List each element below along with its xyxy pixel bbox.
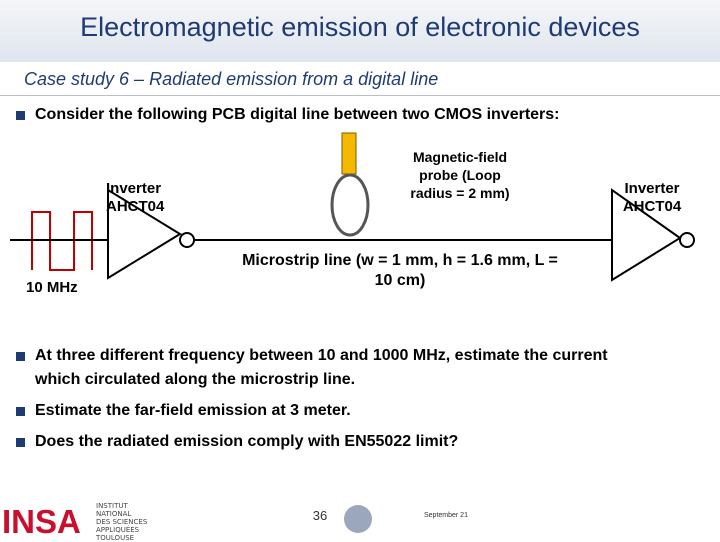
page-number: 36 (312, 508, 328, 523)
slide-subtitle: Case study 6 – Radiated emission from a digital line (24, 69, 439, 89)
slide-title: Electromagnetic emission of electronic devices (80, 12, 640, 42)
page-circle-icon (344, 505, 372, 533)
intro-bullet-text: Consider the following PCB digital line between two CMOS inverters: (35, 106, 560, 123)
right-inverter-label: Inverter AHCT04 (622, 180, 682, 215)
square-bullet-icon (16, 352, 25, 361)
square-bullet-icon (16, 407, 25, 416)
bullet-en55022: Does the radiated emission comply with EN55022 limit? (35, 433, 459, 450)
square-bullet-icon (16, 438, 25, 447)
square-bullet-icon (16, 111, 25, 120)
bullet-current-estimate: At three different frequency between 10 and 1000 MHz, estimate the current which circulated along the microstrip line. (35, 347, 608, 388)
microstrip-label: Microstrip line (w = 1 mm, h = 1.6 mm, L = 10 cm) (242, 252, 558, 289)
bullet-far-field: Estimate the far-field emission at 3 meter. (35, 402, 351, 419)
probe-label: Magnetic-field probe (Loop radius = 2 mm) (410, 149, 510, 201)
subtitle-divider (0, 95, 720, 96)
footer-date: September 21 (424, 512, 468, 519)
left-inverter-label: Inverter AHCT04 (106, 180, 165, 215)
loop-probe-icon (332, 133, 368, 235)
insa-logo-subtitle: INSTITUT NATIONAL DES SCIENCES APPLIQUÉES TOULOUSE (96, 502, 148, 542)
source-frequency-label: 10 MHz (26, 279, 78, 296)
insa-logo: INSA (2, 503, 81, 540)
